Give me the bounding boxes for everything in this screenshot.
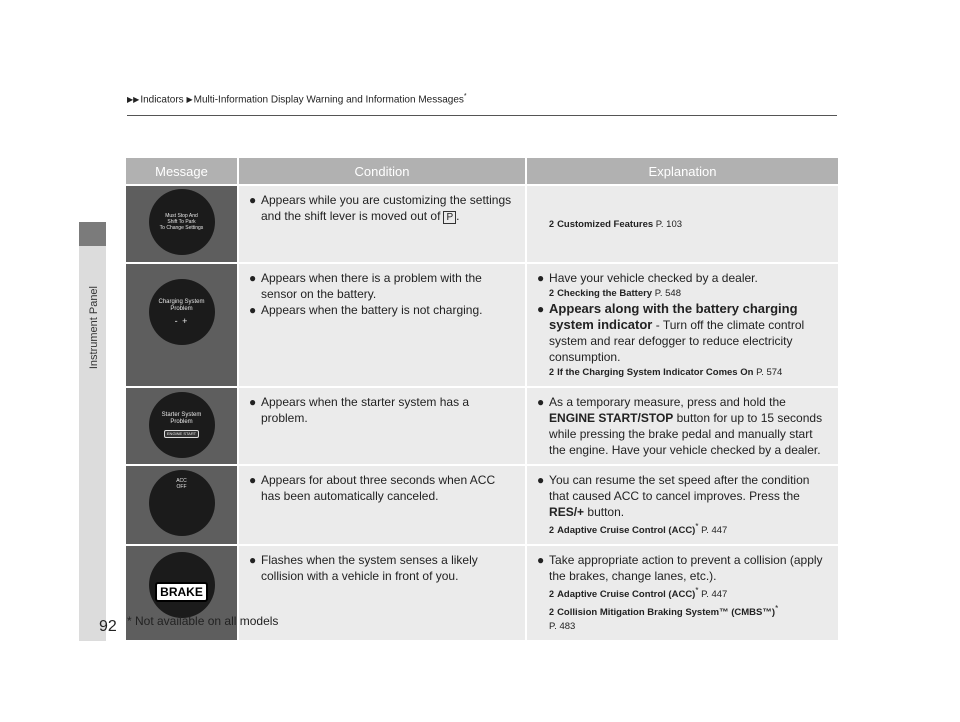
- message-image-cell: [126, 264, 239, 386]
- res-button-label: RES/+: [549, 505, 585, 519]
- condition-text: Appears for about three seconds when ACC has been automatically canceled.: [261, 473, 496, 503]
- screen-text: Shift To Park: [167, 219, 196, 225]
- page-number: 92: [99, 618, 117, 635]
- message-image-cell: [126, 466, 239, 544]
- condition-text: Appears when the battery is not charging.: [261, 303, 483, 317]
- asterisk-mark: *: [463, 93, 467, 100]
- screen-text: To Change Settings: [159, 225, 204, 231]
- screen-text: OFF: [176, 484, 187, 490]
- column-header-condition: Condition: [239, 158, 527, 184]
- column-header-message: Message: [126, 158, 239, 184]
- bullet-icon: ●: [249, 271, 257, 285]
- reference-arrow-icon: 2: [549, 525, 555, 536]
- reference-arrow-icon: 2: [549, 607, 555, 618]
- bullet-icon: ●: [249, 473, 257, 487]
- breadcrumb-link-indicators[interactable]: Indicators: [140, 94, 184, 106]
- screen-text: Problem: [170, 419, 193, 425]
- battery-icon: - +: [174, 316, 189, 326]
- screen-text: Problem: [170, 306, 193, 312]
- explanation-text: Take appropriate action to prevent a collision (apply the brakes, change lanes, etc.).: [549, 553, 823, 584]
- bullet-icon: ●: [249, 303, 257, 317]
- table-row: [126, 264, 838, 386]
- condition-text: Appears while you are customizing the settings and the shift lever is moved out of: [261, 193, 512, 223]
- display-screen-image: [149, 279, 215, 345]
- display-screen-image: [149, 189, 215, 255]
- section-tab: [79, 222, 106, 246]
- column-header-explanation: Explanation: [527, 158, 838, 184]
- reference-arrow-icon: 2: [549, 288, 555, 298]
- display-screen-image: [149, 392, 215, 458]
- screen-text: Must Stop And: [165, 213, 198, 219]
- condition-cell: [239, 388, 527, 464]
- engine-start-stop-label: ENGINE START/STOP: [549, 411, 674, 425]
- bullet-icon: ●: [537, 395, 545, 409]
- explanation-cell: [527, 264, 838, 386]
- condition-cell: [239, 466, 527, 544]
- cross-reference[interactable]: 2 Customized Features P. 103: [549, 218, 683, 230]
- screen-text: Starter System: [161, 412, 202, 418]
- explanation-cell: [527, 186, 838, 262]
- explanation-cell: ● You can resume the set speed after the condition that caused ACC to cancel improves. Press the RES/+ button. 2 Adaptive Cruise Control (ACC)* P. 447: [527, 466, 838, 544]
- explanation-bold: Appears along with the battery charging system indicator: [549, 301, 798, 332]
- header-rule: [127, 115, 837, 116]
- cross-reference[interactable]: 2 Adaptive Cruise Control (ACC)* P. 447: [549, 522, 728, 537]
- bullet-icon: ●: [249, 395, 257, 409]
- bullet-icon: ●: [249, 193, 257, 207]
- explanation-cell: [527, 546, 838, 640]
- bullet-icon: ●: [537, 473, 545, 487]
- table-row: [126, 186, 838, 262]
- explanation-text: Have your vehicle checked by a dealer.: [549, 271, 758, 285]
- reference-arrow-icon: 2: [549, 589, 555, 600]
- bullet-icon: ●: [537, 553, 545, 568]
- display-screen-image: [149, 470, 215, 536]
- condition-cell: ● Appears while you are customizing the settings and the shift lever is moved out of P .: [239, 186, 527, 262]
- screen-text: Charging System: [158, 299, 205, 305]
- cross-reference[interactable]: 2 Collision Mitigation Braking System™ (CMBS™)* P. 483: [549, 604, 779, 633]
- breadcrumb: [127, 93, 467, 105]
- condition-cell: [239, 264, 527, 386]
- condition-text: Appears when there is a problem with the sensor on the battery.: [261, 271, 482, 301]
- reference-arrow-icon: 2: [549, 367, 555, 377]
- brake-warning-icon: BRAKE: [155, 582, 208, 602]
- condition-text: Appears when the starter system has a problem.: [261, 395, 470, 425]
- condition-text: Flashes when the system senses a likely collision with a vehicle in front of you.: [261, 553, 478, 584]
- message-image-cell: [126, 186, 239, 262]
- breadcrumb-current[interactable]: Multi-Information Display Warning and Information Messages: [193, 94, 464, 106]
- table-header: [126, 158, 838, 184]
- bullet-icon: ●: [537, 302, 545, 316]
- messages-table: [126, 156, 838, 642]
- explanation-text: - Turn off the climate control system and rear defogger to reduce electricity consumption.: [549, 318, 805, 364]
- footnote: * Not available on all models: [127, 614, 279, 628]
- cross-reference[interactable]: 2 If the Charging System Indicator Comes On P. 574: [549, 367, 783, 378]
- screen-text: ACC: [176, 478, 187, 484]
- engine-start-icon: ENGINE START: [164, 430, 199, 438]
- message-image-cell: [126, 388, 239, 464]
- bullet-icon: ●: [537, 271, 545, 285]
- park-key-icon: P: [443, 211, 456, 224]
- breadcrumb-arrow-icon: ▶: [186, 95, 193, 105]
- bullet-icon: ●: [249, 553, 257, 568]
- condition-cell: [239, 546, 527, 640]
- table-row: [126, 388, 838, 464]
- cross-reference[interactable]: 2 Checking the Battery P. 548: [549, 288, 681, 299]
- reference-arrow-icon: 2: [549, 218, 555, 229]
- breadcrumb-arrow-icon: ▶▶: [127, 95, 140, 105]
- cross-reference[interactable]: 2 Adaptive Cruise Control (ACC)* P. 447: [549, 586, 728, 601]
- explanation-cell: ● As a temporary measure, press and hold the ENGINE START/STOP button for up to 15 seconds while pressing the brake pedal and manually start the engine. Have your vehicle checked by a dealer.: [527, 388, 838, 464]
- section-label: Instrument Panel: [88, 286, 100, 370]
- display-screen-image: [149, 552, 215, 618]
- table-row: [126, 466, 838, 544]
